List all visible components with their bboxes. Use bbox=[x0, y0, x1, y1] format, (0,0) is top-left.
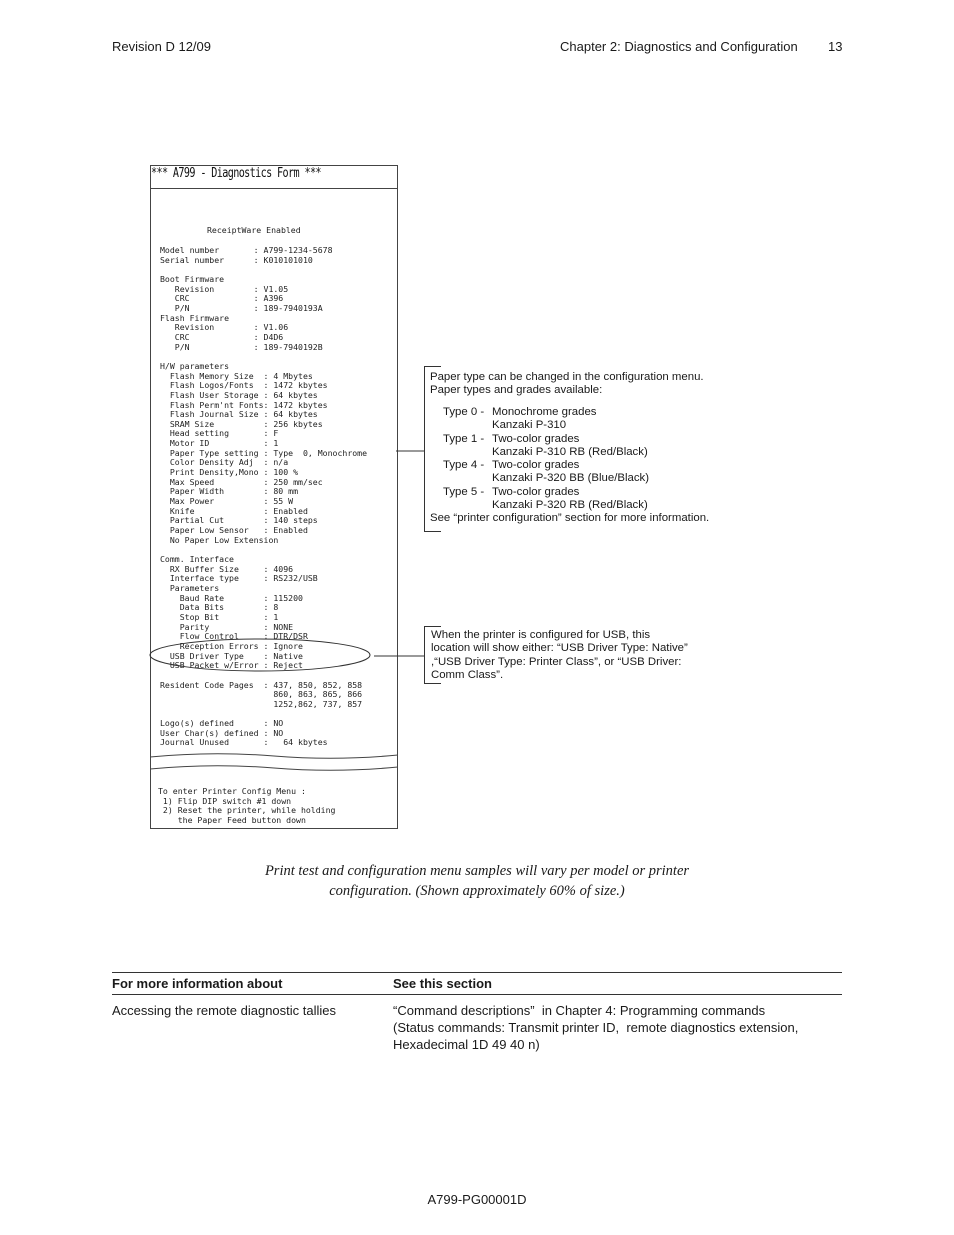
paper-type-label: Type 0 - bbox=[443, 406, 485, 418]
table-cell-topic: Accessing the remote diagnostic tallies bbox=[112, 1003, 337, 1018]
caption-line-2: configuration. (Shown approximately 60% of size.) bbox=[329, 882, 625, 899]
paper-type-label: Type 5 - bbox=[443, 486, 485, 498]
paper-callout-intro-2: Paper types and grades available: bbox=[430, 384, 603, 396]
receipt-body: Model number : A799-1234-5678 Serial number : K010101010 Boot Firmware Revision : V1.05 CRC : A396 P/N : 189-7940193A Flash Firmware Revision : V1.06 CRC : D4D6 P/N : 189-7940192B H/W parameters Flash Memory Size : 4 Mbytes Flash Logos/Fonts : 1472 kbytes Flash User Storage : 64 kbytes Flash Perm'nt Fonts: 1472 kbytes Flash Journal Size : 64 kbytes SRAM Size : 256 kbytes Head setting : F Motor ID : 1 Paper Type setting : Type 0, Monochrome Color Density Adj : n/a Print Density,Mono : 100 % Max Speed : 250 mm/sec Paper Width : 80 mm Max Power : 55 W Knife : Enabled Partial Cut : 140 steps Paper Low Sensor : Enabled No Paper Low Extension Comm. Interface RX Buffer Size : 4096 Interface type : RS232/USB Parameters Baud Rate : 115200 Data Bits : 8 Stop Bit : 1 Parity : NONE Flow Control : DTR/DSR Reception Errors : Ignore USB Driver Type : Native USB Packet w/Error : Reject Resident Code Pages : 437, 850, 852, 858 860, 863, 865, 866 1252,862, 737, 857 Logo(s) defined : NO User Char(s) defined : NO Journal Unused : 64 kbytes bbox=[160, 245, 368, 748]
paper-type-stock: Kanzaki P-310 bbox=[492, 419, 567, 431]
paper-callout-intro-1: Paper type can be changed in the configuration menu. bbox=[430, 371, 704, 383]
table-cell-section-line-3: Hexadecimal 1D 49 40 n) bbox=[393, 1037, 540, 1052]
table-cell-section-line-2: (Status commands: Transmit printer ID, remote diagnostics extension, bbox=[393, 1020, 799, 1035]
paper-callout-outro: See “printer configuration” section for more information. bbox=[430, 512, 710, 524]
table-header-rule bbox=[112, 994, 842, 995]
receipt-subtitle: ReceiptWare Enabled bbox=[207, 225, 301, 235]
paper-type-grade: Monochrome grades bbox=[492, 406, 597, 418]
header-chapter: Chapter 2: Diagnostics and Configuration bbox=[560, 39, 798, 54]
table-top-rule bbox=[112, 972, 842, 973]
paper-callout-bracket bbox=[424, 366, 425, 532]
usb-highlight-ellipse bbox=[148, 638, 376, 674]
document-number: A799-PG00001D bbox=[427, 1192, 527, 1207]
figure-caption bbox=[0, 862, 954, 901]
paper-type-grade: Two-color grades bbox=[492, 486, 580, 498]
caption-line-1: Print test and configuration menu samples will vary per model or printer bbox=[264, 863, 690, 879]
paper-type-label: Type 1 - bbox=[443, 433, 485, 445]
paper-type-stock: Kanzaki P-310 RB (Red/Black) bbox=[492, 446, 648, 458]
diagnostics-receipt bbox=[150, 165, 398, 829]
receipt-tear-line bbox=[150, 751, 398, 777]
paper-type-stock: Kanzaki P-320 RB (Red/Black) bbox=[492, 499, 648, 511]
usb-callout-connector bbox=[374, 648, 426, 662]
table-header-section: See this section bbox=[393, 976, 492, 991]
usb-callout-line-2: location will show either: “USB Driver Type: Native” bbox=[431, 642, 688, 654]
receipt-divider bbox=[151, 188, 397, 189]
paper-type-label: Type 4 - bbox=[443, 459, 485, 471]
usb-callout-line-1: When the printer is configured for USB, this bbox=[431, 629, 651, 641]
table-header-topic: For more information about bbox=[112, 976, 283, 991]
receipt-title: *** A799 - Diagnostics Form *** bbox=[151, 166, 321, 181]
paper-type-grade: Two-color grades bbox=[492, 433, 580, 445]
usb-callout-line-4: Comm Class”. bbox=[431, 669, 504, 681]
table-cell-section-line-1: “Command descriptions” in Chapter 4: Programming commands bbox=[393, 1003, 766, 1018]
usb-callout-bracket bbox=[424, 626, 425, 684]
receipt-footer: To enter Printer Config Menu : 1) Flip DIP switch #1 down 2) Reset the printer, while holding the Paper Feed button down bbox=[158, 786, 336, 825]
header-revision: Revision D 12/09 bbox=[112, 39, 211, 54]
paper-callout-connector bbox=[396, 440, 426, 460]
paper-type-stock: Kanzaki P-320 BB (Blue/Black) bbox=[492, 472, 650, 484]
usb-callout-line-3: ,“USB Driver Type: Printer Class”, or “USB Driver: bbox=[431, 656, 682, 668]
page-number: 13 bbox=[828, 39, 843, 54]
paper-type-grade: Two-color grades bbox=[492, 459, 580, 471]
